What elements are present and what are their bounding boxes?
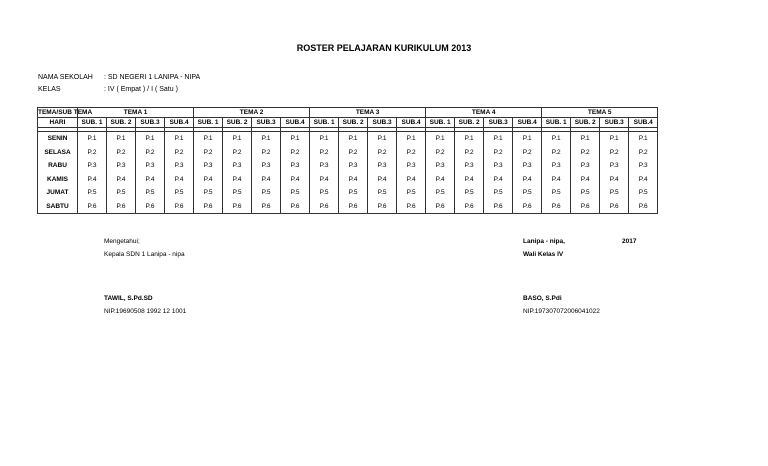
lesson-cell: P.6 bbox=[513, 200, 542, 214]
lesson-cell: P.1 bbox=[136, 132, 165, 146]
sub-header: SUB. 2 bbox=[571, 118, 600, 128]
lesson-cell: P.5 bbox=[281, 186, 310, 200]
lesson-cell: P.5 bbox=[455, 186, 484, 200]
sub-header: SUB.4 bbox=[397, 118, 426, 128]
lesson-cell: P.5 bbox=[136, 186, 165, 200]
lesson-cell: P.6 bbox=[78, 200, 107, 214]
day-cell: SELASA bbox=[38, 146, 78, 160]
lesson-cell: P.2 bbox=[397, 146, 426, 160]
lesson-cell: P.6 bbox=[368, 200, 397, 214]
lesson-cell: P.5 bbox=[107, 186, 136, 200]
sub-header: SUB. 1 bbox=[194, 118, 223, 128]
table-row bbox=[38, 200, 658, 214]
lesson-cell: P.5 bbox=[542, 186, 571, 200]
lesson-cell: P.1 bbox=[484, 132, 513, 146]
lesson-cell: P.5 bbox=[426, 186, 455, 200]
lesson-cell: P.4 bbox=[194, 173, 223, 187]
lesson-cell: P.5 bbox=[629, 186, 658, 200]
teacher-role: Wali Kelas IV bbox=[523, 251, 564, 258]
lesson-cell: P.2 bbox=[368, 146, 397, 160]
lesson-cell: P.2 bbox=[455, 146, 484, 160]
school-name-value: : SD NEGERI 1 LANIPA - NIPA bbox=[104, 74, 201, 81]
lesson-cell: P.4 bbox=[281, 173, 310, 187]
lesson-cell: P.6 bbox=[107, 200, 136, 214]
lesson-cell: P.2 bbox=[165, 146, 194, 160]
sub-header: SUB. 1 bbox=[78, 118, 107, 128]
lesson-cell: P.1 bbox=[629, 132, 658, 146]
lesson-cell: P.1 bbox=[194, 132, 223, 146]
roster-body bbox=[38, 132, 658, 214]
lesson-cell: P.6 bbox=[165, 200, 194, 214]
lesson-cell: P.2 bbox=[600, 146, 629, 160]
lesson-cell: P.5 bbox=[339, 186, 368, 200]
theme-header: TEMA 3 bbox=[310, 108, 426, 118]
theme-header-row bbox=[38, 108, 658, 118]
lesson-cell: P.2 bbox=[542, 146, 571, 160]
lesson-cell: P.1 bbox=[107, 132, 136, 146]
lesson-cell: P.6 bbox=[310, 200, 339, 214]
sub-header: SUB.4 bbox=[629, 118, 658, 128]
lesson-cell: P.6 bbox=[136, 200, 165, 214]
lesson-cell: P.5 bbox=[571, 186, 600, 200]
lesson-cell: P.6 bbox=[426, 200, 455, 214]
sub-header: SUB. 1 bbox=[542, 118, 571, 128]
lesson-cell: P.2 bbox=[136, 146, 165, 160]
lesson-cell: P.1 bbox=[455, 132, 484, 146]
lesson-cell: P.4 bbox=[339, 173, 368, 187]
table-row bbox=[38, 132, 658, 146]
lesson-cell: P.3 bbox=[281, 159, 310, 173]
lesson-cell: P.2 bbox=[107, 146, 136, 160]
lesson-cell: P.3 bbox=[484, 159, 513, 173]
year-label: 2017 bbox=[622, 238, 637, 245]
day-cell: JUMAT bbox=[38, 186, 78, 200]
lesson-cell: P.4 bbox=[426, 173, 455, 187]
lesson-cell: P.4 bbox=[252, 173, 281, 187]
lesson-cell: P.3 bbox=[571, 159, 600, 173]
lesson-cell: P.2 bbox=[194, 146, 223, 160]
lesson-cell: P.3 bbox=[455, 159, 484, 173]
lesson-cell: P.3 bbox=[426, 159, 455, 173]
lesson-cell: P.6 bbox=[397, 200, 426, 214]
lesson-cell: P.2 bbox=[339, 146, 368, 160]
lesson-cell: P.4 bbox=[571, 173, 600, 187]
lesson-cell: P.4 bbox=[223, 173, 252, 187]
sub-header: SUB. 2 bbox=[455, 118, 484, 128]
lesson-cell: P.3 bbox=[368, 159, 397, 173]
lesson-cell: P.5 bbox=[165, 186, 194, 200]
lesson-cell: P.2 bbox=[571, 146, 600, 160]
sub-header: SUB.3 bbox=[252, 118, 281, 128]
lesson-cell: P.5 bbox=[368, 186, 397, 200]
sub-header: SUB.4 bbox=[513, 118, 542, 128]
lesson-cell: P.4 bbox=[542, 173, 571, 187]
lesson-cell: P.5 bbox=[252, 186, 281, 200]
sub-header: SUB.4 bbox=[281, 118, 310, 128]
lesson-cell: P.3 bbox=[339, 159, 368, 173]
lesson-cell: P.4 bbox=[368, 173, 397, 187]
lesson-cell: P.4 bbox=[513, 173, 542, 187]
lesson-cell: P.6 bbox=[542, 200, 571, 214]
lesson-cell: P.6 bbox=[339, 200, 368, 214]
table-row bbox=[38, 159, 658, 173]
lesson-cell: P.4 bbox=[600, 173, 629, 187]
day-cell: RABU bbox=[38, 159, 78, 173]
lesson-cell: P.2 bbox=[629, 146, 658, 160]
lesson-cell: P.1 bbox=[281, 132, 310, 146]
lesson-cell: P.3 bbox=[397, 159, 426, 173]
lesson-cell: P.2 bbox=[281, 146, 310, 160]
sub-header: SUB. 2 bbox=[107, 118, 136, 128]
lesson-cell: P.5 bbox=[484, 186, 513, 200]
lesson-cell: P.1 bbox=[310, 132, 339, 146]
lesson-cell: P.4 bbox=[78, 173, 107, 187]
sub-header: SUB.3 bbox=[484, 118, 513, 128]
day-cell: SENIN bbox=[38, 132, 78, 146]
lesson-cell: P.3 bbox=[107, 159, 136, 173]
theme-header: TEMA 1 bbox=[78, 108, 194, 118]
lesson-cell: P.3 bbox=[252, 159, 281, 173]
school-name-label: NAMA SEKOLAH bbox=[38, 74, 93, 81]
lesson-cell: P.3 bbox=[165, 159, 194, 173]
sub-header: SUB.3 bbox=[368, 118, 397, 128]
theme-header: TEMA 2 bbox=[194, 108, 310, 118]
page-title: ROSTER PELAJARAN KURIKULUM 2013 bbox=[296, 43, 472, 53]
lesson-cell: P.3 bbox=[136, 159, 165, 173]
lesson-cell: P.5 bbox=[78, 186, 107, 200]
lesson-cell: P.6 bbox=[281, 200, 310, 214]
principal-nip: NIP.19690508 1992 12 1001 bbox=[104, 308, 187, 315]
theme-header: TEMA 5 bbox=[542, 108, 658, 118]
principal-name: TAWIL, S.Pd.SD bbox=[104, 295, 153, 302]
roster-table bbox=[37, 107, 658, 214]
lesson-cell: P.6 bbox=[484, 200, 513, 214]
lesson-cell: P.6 bbox=[571, 200, 600, 214]
table-row bbox=[38, 173, 658, 187]
sub-header: SUB. 1 bbox=[310, 118, 339, 128]
sub-header: SUB. 2 bbox=[339, 118, 368, 128]
lesson-cell: P.2 bbox=[310, 146, 339, 160]
lesson-cell: P.2 bbox=[484, 146, 513, 160]
lesson-cell: P.6 bbox=[629, 200, 658, 214]
lesson-cell: P.5 bbox=[513, 186, 542, 200]
day-cell: KAMIS bbox=[38, 173, 78, 187]
lesson-cell: P.1 bbox=[571, 132, 600, 146]
corner-top-cell: TEMA/SUB TEMA bbox=[38, 109, 93, 116]
lesson-cell: P.1 bbox=[542, 132, 571, 146]
lesson-cell: P.2 bbox=[513, 146, 542, 160]
lesson-cell: P.3 bbox=[513, 159, 542, 173]
lesson-cell: P.3 bbox=[310, 159, 339, 173]
lesson-cell: P.1 bbox=[78, 132, 107, 146]
lesson-cell: P.6 bbox=[600, 200, 629, 214]
corner-bottom-cell: HARI bbox=[38, 118, 78, 128]
lesson-cell: P.3 bbox=[223, 159, 252, 173]
lesson-cell: P.1 bbox=[368, 132, 397, 146]
lesson-cell: P.4 bbox=[455, 173, 484, 187]
lesson-cell: P.5 bbox=[600, 186, 629, 200]
sub-header: SUB. 1 bbox=[426, 118, 455, 128]
class-label: KELAS bbox=[38, 86, 61, 93]
lesson-cell: P.1 bbox=[223, 132, 252, 146]
lesson-cell: P.4 bbox=[107, 173, 136, 187]
theme-header: TEMA 4 bbox=[426, 108, 542, 118]
lesson-cell: P.4 bbox=[136, 173, 165, 187]
teacher-nip: NIP.197307072006041022 bbox=[523, 308, 600, 315]
lesson-cell: P.6 bbox=[194, 200, 223, 214]
lesson-cell: P.1 bbox=[426, 132, 455, 146]
lesson-cell: P.6 bbox=[252, 200, 281, 214]
lesson-cell: P.2 bbox=[78, 146, 107, 160]
lesson-cell: P.6 bbox=[223, 200, 252, 214]
principal-role: Kepala SDN 1 Lanipa - nipa bbox=[104, 251, 185, 258]
sub-header-row bbox=[38, 118, 658, 128]
sub-header: SUB.3 bbox=[136, 118, 165, 128]
lesson-cell: P.5 bbox=[223, 186, 252, 200]
teacher-name: BASO, S.Pdi bbox=[523, 295, 562, 302]
class-value: : IV ( Empat ) / I ( Satu ) bbox=[104, 86, 178, 93]
lesson-cell: P.1 bbox=[600, 132, 629, 146]
lesson-cell: P.1 bbox=[252, 132, 281, 146]
lesson-cell: P.5 bbox=[194, 186, 223, 200]
lesson-cell: P.3 bbox=[600, 159, 629, 173]
lesson-cell: P.2 bbox=[426, 146, 455, 160]
sub-header: SUB.4 bbox=[165, 118, 194, 128]
day-cell: SABTU bbox=[38, 200, 78, 214]
acknowledge-label: Mengetahui; bbox=[104, 238, 140, 245]
place-label: Lanipa - nipa, bbox=[523, 238, 565, 245]
lesson-cell: P.3 bbox=[542, 159, 571, 173]
lesson-cell: P.4 bbox=[484, 173, 513, 187]
sub-header: SUB. 2 bbox=[223, 118, 252, 128]
lesson-cell: P.2 bbox=[223, 146, 252, 160]
lesson-cell: P.4 bbox=[165, 173, 194, 187]
lesson-cell: P.2 bbox=[252, 146, 281, 160]
lesson-cell: P.1 bbox=[397, 132, 426, 146]
lesson-cell: P.4 bbox=[629, 173, 658, 187]
lesson-cell: P.1 bbox=[165, 132, 194, 146]
lesson-cell: P.4 bbox=[397, 173, 426, 187]
lesson-cell: P.3 bbox=[194, 159, 223, 173]
lesson-cell: P.1 bbox=[339, 132, 368, 146]
lesson-cell: P.4 bbox=[310, 173, 339, 187]
lesson-cell: P.6 bbox=[455, 200, 484, 214]
lesson-cell: P.1 bbox=[513, 132, 542, 146]
lesson-cell: P.5 bbox=[397, 186, 426, 200]
table-row bbox=[38, 146, 658, 160]
sub-header: SUB.3 bbox=[600, 118, 629, 128]
lesson-cell: P.3 bbox=[629, 159, 658, 173]
table-row bbox=[38, 186, 658, 200]
lesson-cell: P.3 bbox=[78, 159, 107, 173]
lesson-cell: P.5 bbox=[310, 186, 339, 200]
